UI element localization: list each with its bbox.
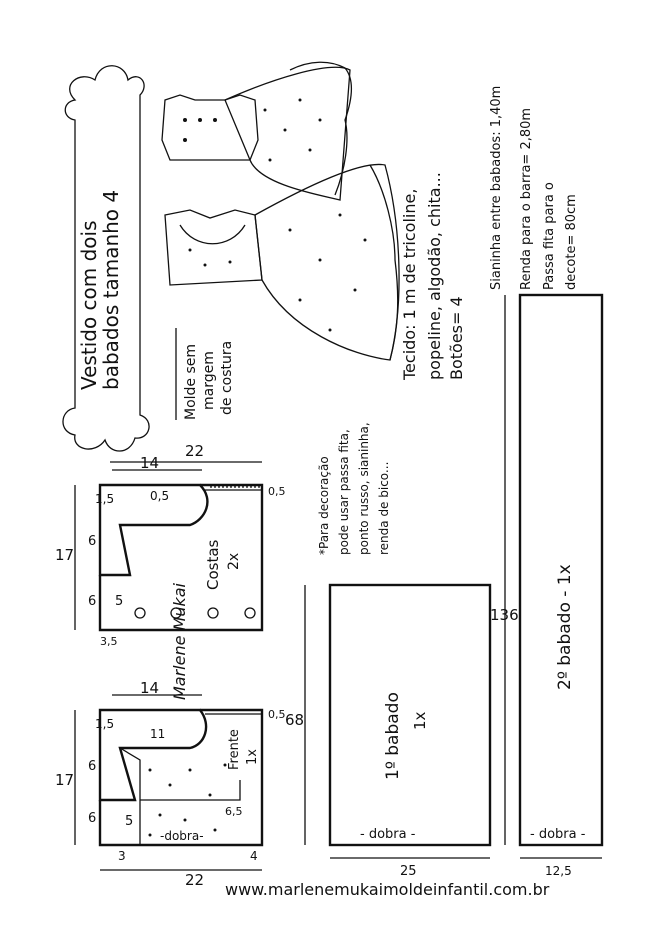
ruffle-2-fold: - dobra - — [530, 827, 586, 842]
front-dim-bottom-3: 3 — [118, 849, 126, 863]
back-dim-height: 17 — [55, 546, 75, 564]
dress-illustration-back — [162, 62, 351, 200]
fabric-line-1: Tecido: 1 m de tricoline, — [400, 188, 419, 380]
back-dim-neck-depth: 1,5 — [95, 492, 115, 506]
trims-line-4: decote= 80cm — [564, 194, 579, 290]
note-line-3: de costura — [219, 340, 235, 415]
ruffle-2-height: 12,5 — [545, 864, 572, 878]
front-dim-height: 17 — [55, 771, 75, 789]
trims-line-3: Passa fita para o — [542, 182, 557, 290]
front-qty: 1x — [245, 749, 260, 765]
ruffle-2-width: 136 — [490, 606, 519, 624]
back-dim-bottom: 5 — [115, 594, 124, 609]
front-label: Frente — [227, 729, 242, 770]
ruffle-1-height: 25 — [400, 864, 417, 879]
back-qty: 2x — [226, 552, 242, 570]
signature: Marlene Mukai — [170, 582, 189, 700]
note-line-2: margem — [201, 351, 217, 410]
ruffle-1-fold: - dobra - — [360, 827, 416, 842]
front-fold: -dobra- — [160, 829, 204, 843]
back-dim-neck-offset: 0,5 — [150, 489, 170, 503]
front-dim-neck-depth: 1,5 — [95, 717, 115, 731]
fabric-line-2: popeline, algodão, chita... — [425, 172, 444, 380]
back-dim-hem: 3,5 — [100, 635, 118, 648]
back-label: Costas — [204, 539, 222, 590]
ruffle-1-piece — [330, 585, 490, 845]
front-dim-inner: 6,5 — [225, 805, 243, 818]
dress-illustration-front — [165, 164, 399, 360]
front-dim-right: 0,5 — [268, 708, 286, 721]
trims-line-1: Sianinha entre babados: 1,40m — [489, 85, 504, 290]
ruffle-1-label: 1º babado — [383, 692, 403, 780]
title-line-1: Vestido com dois — [77, 220, 101, 390]
back-dim-right: 0,5 — [268, 485, 286, 498]
front-dim-armhole: 6 — [88, 759, 97, 774]
title-line-2: babados tamanho 4 — [99, 189, 123, 390]
fabric-line-3: Botões= 4 — [447, 296, 466, 380]
front-dim-side: 6 — [88, 811, 97, 826]
ruffle-1-width: 68 — [285, 711, 305, 729]
front-dim-shoulder: 14 — [140, 679, 160, 697]
ruffle-1-qty: 1x — [411, 711, 429, 730]
decoration-line-3: ponto russo, sianinha, — [357, 422, 371, 555]
ruffle-2-label: 2º babado - 1x — [555, 564, 575, 690]
back-dim-armhole: 6 — [88, 534, 97, 549]
front-dim-width: 22 — [185, 871, 205, 889]
back-dim-width: 22 — [185, 442, 205, 460]
front-dim-bottom: 5 — [125, 814, 134, 829]
back-dim-side: 6 — [88, 594, 97, 609]
trims-line-2: Renda para o barra= 2,80m — [519, 107, 534, 290]
front-dim-neck-11: 11 — [150, 727, 166, 741]
front-dim-bottom-4: 4 — [250, 849, 258, 863]
note-line-1: Molde sem — [183, 343, 199, 420]
decoration-line-1: *Para decoração — [317, 456, 331, 555]
decoration-line-2: pode usar passa fita, — [337, 429, 351, 555]
website-url: www.marlenemukaimoldeinfantil.com.br — [225, 880, 550, 899]
decoration-line-4: renda de bico... — [377, 461, 391, 555]
back-dim-shoulder: 14 — [140, 454, 160, 472]
